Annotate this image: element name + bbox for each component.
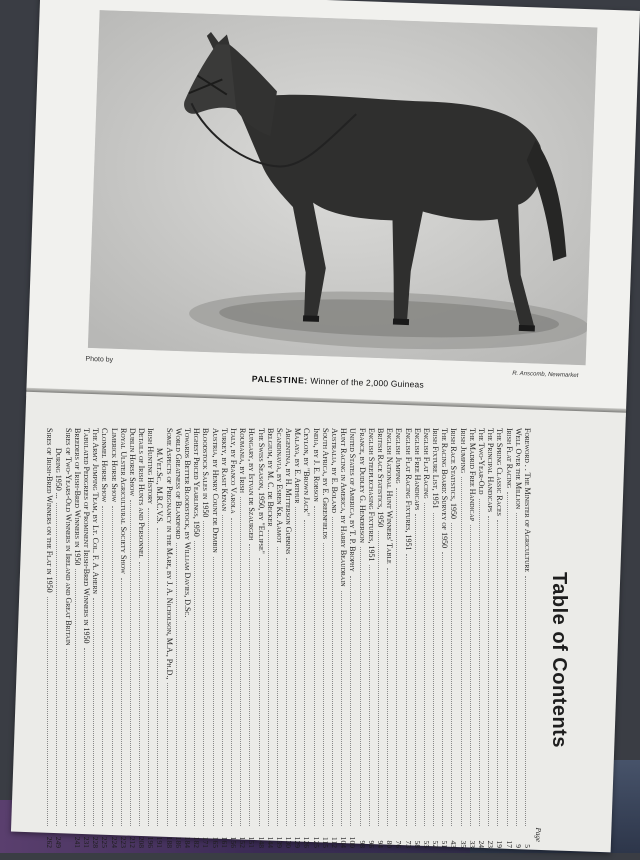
toc-entry-page: 126 — [302, 836, 312, 848]
toc-entry — [422, 428, 431, 848]
toc-leader-dots — [378, 531, 380, 826]
toc-entry-page: 19 — [495, 840, 505, 848]
toc-title: Table of Contents — [548, 572, 570, 748]
toc-entry-page: 100 — [348, 836, 358, 848]
toc-entry-page: 231 — [82, 836, 91, 848]
toc-entry-page: 212 — [127, 836, 137, 848]
toc-entry-page: 182 — [192, 836, 202, 848]
toc-leader-dots — [507, 492, 509, 826]
toc-leader-dots — [203, 521, 205, 826]
toc-entry-page: 152 — [238, 836, 248, 848]
toc-entry-page: 130 — [284, 836, 294, 848]
toc-entry — [183, 428, 192, 848]
toc-entry-title: Turkey, by Rasit Kenan — [219, 428, 229, 511]
caption-name: PALESTINE: — [251, 373, 308, 386]
toc-entry-title: Sires of Irish-Bred Winners on the Flat in 1950 — [45, 428, 55, 593]
toc-entry-title: Austria, by Henry Count de Dembin — [210, 428, 220, 553]
toc-leader-dots — [479, 499, 481, 826]
toc-entry — [238, 428, 247, 848]
toc-entry — [468, 428, 477, 848]
toc-entry — [109, 428, 118, 848]
toc-leader-dots — [452, 523, 454, 826]
toc-entry-title: World Greatness of Blandford — [173, 428, 183, 540]
toc-leader-dots — [341, 591, 343, 826]
toc-entry — [100, 428, 109, 848]
toc-entry — [394, 428, 403, 848]
toc-entry — [504, 428, 513, 848]
toc-leader-dots — [240, 497, 242, 826]
toc-leader-dots — [295, 507, 297, 826]
toc-entry — [192, 428, 201, 848]
toc-entry-page: 98 — [357, 840, 367, 848]
toc-entry-title: Irish Race Statistics, 1950 — [449, 428, 459, 519]
toc-leader-dots — [387, 568, 389, 826]
toc-entry-page: 144 — [265, 836, 275, 848]
toc-entry-title: Some Aspects of Pregnancy in the Mare, by J. A. Nicholson, M.A., Ph.D., — [164, 428, 174, 680]
toc-entry-title: English Steeplechasing Fixtures, 1951 — [366, 428, 376, 562]
toc-leader-dots — [249, 544, 251, 826]
toc-entry — [54, 428, 63, 848]
toc-entry-title: English National Hunt Winners' Table — [385, 428, 395, 564]
toc-entry — [119, 428, 128, 848]
toc-leader-dots — [525, 576, 527, 826]
toc-leader-dots — [516, 513, 518, 826]
toc-entry-page: 9 — [513, 844, 523, 848]
toc-entry-title: Limerick Horse Show — [109, 428, 119, 503]
toc-entry-title: The Army Jumping Team, by Lt. Col. F. A. Ahern — [91, 428, 101, 594]
toc-entry-title: The Swiss Season, 1950, by "Eclipse" — [256, 428, 266, 554]
toc-entry-title: Ceylon, by "Brown Jack" — [302, 428, 312, 516]
toc-entry-title: English Jumping — [394, 428, 404, 484]
toc-list — [45, 428, 532, 848]
toc-entry-page: 129 — [293, 836, 303, 848]
toc-entry-title: Highest Priced Yearlings, 1950 — [192, 428, 202, 537]
toc-leader-dots — [323, 543, 325, 826]
toc-leader-dots — [112, 506, 114, 826]
toc-entry — [266, 428, 275, 848]
toc-leader-dots — [286, 558, 288, 826]
toc-leader-dots — [314, 506, 316, 826]
toc-entry-page: 17 — [504, 840, 514, 848]
toc-entry — [514, 428, 523, 848]
toc-entry-page: 262 — [45, 836, 55, 848]
toc-entry — [201, 428, 210, 848]
toc-entry-title: Dublin Horse Show — [127, 428, 137, 497]
toc-entry-page: 208 — [137, 836, 147, 848]
toc-entry-page: 186 — [173, 836, 183, 848]
toc-entry — [459, 428, 468, 848]
toc-entry — [357, 428, 366, 848]
toc-leader-dots — [93, 598, 95, 826]
toc-leader-dots — [415, 514, 417, 826]
toc-leader-dots — [268, 530, 270, 826]
toc-leader-dots — [213, 557, 215, 826]
toc-entry — [293, 428, 302, 848]
toc-entry-page: 43 — [449, 840, 459, 848]
toc-entry-title: Irish Hunting History — [146, 428, 156, 505]
toc-entry — [431, 428, 440, 848]
toc-entry-page: 228 — [91, 836, 101, 848]
toc-leader-dots — [121, 578, 123, 826]
toc-entry-page: 112 — [330, 837, 340, 848]
toc-leader-dots — [130, 500, 132, 826]
toc-entry-title: Sires of Two-Years-Old Winners in Ireland and Great Britain — [63, 428, 73, 646]
toc-leader-dots — [424, 503, 426, 826]
toc-leader-dots — [148, 508, 150, 826]
toc-leader-dots — [461, 477, 463, 826]
photo-caption — [252, 374, 424, 390]
toc-entry-title: France, by Dudley G. Henderson — [357, 428, 367, 543]
toc-entry-page: 161 — [219, 836, 229, 848]
toc-leader-dots — [277, 547, 279, 826]
toc-entry — [367, 428, 376, 848]
toc-entry-title: M.Vet.Sc., M.R.C.V.S. — [155, 448, 165, 524]
toc-entry-title: Australia, by E. Boland — [330, 428, 340, 513]
toc-leader-dots — [158, 528, 160, 826]
toc-entry-title: Towards Better Bloodstock, by William Davies, D.Sc. — [183, 428, 193, 618]
toc-entry-page: 55 — [421, 840, 431, 848]
toc-leader-dots — [194, 541, 196, 826]
toc-entry-page: 5 — [523, 844, 532, 848]
toc-entry-page: 125 — [311, 836, 321, 848]
toc-entry-page: 139 — [274, 836, 284, 848]
toc-entry-page: 249 — [54, 836, 64, 848]
toc-entry — [174, 428, 183, 848]
toc-entry-title: English Free Handicaps — [412, 428, 422, 511]
toc-leader-dots — [56, 503, 58, 826]
toc-leader-dots — [84, 648, 86, 826]
toc-leader-dots — [350, 576, 352, 826]
toc-leader-dots — [406, 554, 408, 826]
toc-entry-page: 148 — [256, 836, 266, 848]
toc-entry-title: During 1950 ... — [54, 448, 64, 499]
toc-entry — [413, 428, 422, 848]
toc-entry — [165, 428, 174, 848]
toc-entry — [523, 428, 532, 848]
toc-entry — [155, 428, 164, 848]
toc-entry-page: 51 — [440, 840, 450, 848]
toc-entry — [275, 428, 284, 848]
toc-entry-page: 96 — [366, 840, 376, 848]
toc-entry-page: 151 — [247, 836, 257, 848]
toc-entry — [449, 428, 458, 848]
toc-entry — [91, 428, 100, 848]
toc-entry — [73, 428, 82, 848]
toc-entry-page: 35 — [458, 840, 468, 848]
horse-photograph — [88, 10, 597, 365]
toc-entry-title: Irish Fixture List, 1951 — [431, 428, 441, 509]
toc-entry-title: South Africa, by E. Greenfields — [320, 428, 330, 540]
toc-entry-page: 225 — [100, 836, 110, 848]
toc-entry — [440, 428, 449, 848]
photo-credit-left: Photo by — [85, 355, 114, 364]
toc-entry — [385, 428, 394, 848]
toc-entry-title: Foreword . . The Minister of Agriculture — [523, 428, 532, 573]
toc-entry — [339, 428, 348, 848]
toc-entry — [137, 428, 146, 848]
toc-leader-dots — [231, 518, 233, 826]
toc-entry — [495, 428, 504, 848]
toc-entry-title: Irish Jumping — [458, 428, 468, 474]
toc-entry-title: Clonmel Horse Show — [100, 428, 110, 503]
toc-entry — [256, 428, 265, 848]
toc-leader-dots — [66, 649, 68, 826]
top-page — [26, 0, 640, 411]
toc-entry — [302, 428, 311, 848]
toc-entry — [376, 428, 385, 848]
toc-entry-page: 223 — [118, 836, 128, 848]
toc-entry-title: English Flat Racing — [421, 428, 431, 499]
toc-entry — [284, 428, 293, 848]
toc-entry — [247, 428, 256, 848]
toc-entry-title: Hunt Racing in America, by Harry Beaudrain — [339, 428, 349, 587]
toc-leader-dots — [470, 525, 472, 826]
toc-entry-title: Details of Irish Hunts and Personnel — [137, 428, 147, 559]
toc-entry-page: 58 — [412, 840, 422, 848]
toc-leader-dots — [305, 520, 307, 826]
toc-leader-dots — [433, 513, 435, 826]
toc-entry — [321, 428, 330, 848]
toc-page-header: Page — [534, 827, 542, 842]
toc-entry-title: Tabulated Pedigrees of Prominent Irish-Bred Winners in 1950 — [82, 428, 91, 644]
toc-entry-page: 171 — [201, 836, 211, 848]
toc-entry — [220, 428, 229, 848]
toc-entry-title: India, by J. E. Robson — [311, 428, 321, 502]
toc-entry-page: 191 — [155, 836, 165, 848]
toc-entry-title: Well Over the Million — [513, 428, 523, 510]
toc-entry-page: 165 — [210, 836, 220, 848]
toc-entry-title: Roumania, by Irish — [238, 428, 248, 494]
toc-leader-dots — [259, 558, 261, 826]
horse-illustration — [88, 10, 597, 365]
toc-entry — [210, 428, 219, 848]
toc-leader-dots — [102, 506, 104, 826]
toc-entry — [229, 428, 238, 848]
toc-entry-title: Hungary, by Istvan de Szaurgeh — [247, 428, 257, 541]
toc-leader-dots — [369, 565, 371, 826]
toc-entry — [403, 428, 412, 848]
toc-entry-title: Belgium, by M. C. de Becker — [265, 428, 275, 527]
toc-entry-title: Malaya, by E. Arthur — [293, 428, 303, 504]
toc-leader-dots — [185, 621, 187, 826]
toc-leader-dots — [222, 515, 224, 826]
toc-entry — [330, 428, 339, 848]
toc-entry — [477, 428, 486, 848]
toc-entry-page: 94 — [376, 840, 385, 848]
toc-leader-dots — [75, 569, 77, 826]
toc-entry-title: Irish Flat Racing — [504, 428, 514, 489]
toc-entry — [82, 428, 91, 848]
toc-entry-page: 23 — [486, 840, 496, 848]
toc-entry-title: Breeders of Irish-Bred Winners in 1950 — [72, 428, 82, 566]
toc-entry-title: The Two-Year-Old — [477, 428, 487, 495]
toc-entry-title: The Principal Handicaps — [486, 428, 496, 513]
toc-entry-page: 115 — [320, 837, 330, 848]
toc-leader-dots — [442, 552, 444, 826]
toc-entry-page: 24 — [477, 840, 487, 848]
toc-entry — [312, 428, 321, 848]
toc-entry-title: British Race Statistics, 1950 — [376, 428, 385, 528]
caption-text: Winner of the 2,000 Guineas — [310, 375, 425, 390]
toc-entry-page: 184 — [183, 836, 193, 848]
photo-credit-right: R. Anscomb, Newmarket — [512, 370, 579, 380]
toc-entry-page: 196 — [146, 836, 156, 848]
toc-leader-dots — [497, 520, 499, 826]
toc-entry-page: 156 — [229, 836, 238, 848]
toc-entry-page: 241 — [72, 836, 82, 848]
toc-entry-title: United States of America, by T. P. Brophy — [348, 428, 358, 572]
toc-entry — [486, 428, 495, 848]
toc-entry-title: English Flat Racing Fixtures, 1951 — [403, 428, 413, 551]
toc-entry-page: 80 — [385, 840, 395, 848]
toc-leader-dots — [167, 683, 169, 826]
toc-entry-title: Italy, by Franco Varola — [229, 428, 238, 514]
toc-leader-dots — [488, 516, 490, 826]
toc-leader-dots — [139, 562, 141, 826]
toc-entry — [348, 428, 357, 848]
toc-entry-page: 104 — [339, 836, 349, 848]
toc-leader-dots — [360, 547, 362, 826]
toc-entry — [128, 428, 137, 848]
toc-leader-dots — [176, 543, 178, 826]
toc-entry-page: 224 — [109, 836, 119, 848]
toc-entry — [45, 428, 54, 848]
toc-entry-title: Bloodstock Sales in 1950 — [201, 428, 211, 518]
toc-entry-title: The Madrid Free Handicap — [467, 428, 477, 522]
toc-entry-page: 73 — [403, 840, 413, 848]
toc-leader-dots — [396, 488, 398, 826]
table-of-contents — [21, 420, 576, 860]
toc-entry-title: Scandinavia, by Esben Kr. Aamot — [274, 428, 284, 544]
toc-entry-title: Royal Ulster Agricultural Society Show — [118, 428, 128, 574]
toc-leader-dots — [47, 597, 49, 826]
toc-entry-title: The Spring Classic Races — [495, 428, 505, 517]
toc-entry-title: Argentina, by H. Mitterson Gubbins — [284, 428, 294, 555]
toc-entry-page: 52 — [431, 840, 441, 848]
toc-entry — [63, 428, 72, 848]
toc-entry-title: The Racing Board: Survey of 1950 — [440, 428, 450, 549]
toc-leader-dots — [332, 517, 334, 826]
toc-entry-page: 188 — [164, 836, 174, 848]
toc-entry — [146, 428, 155, 848]
toc-entry-page: 76 — [394, 840, 404, 848]
toc-entry-page: 33 — [467, 840, 477, 848]
